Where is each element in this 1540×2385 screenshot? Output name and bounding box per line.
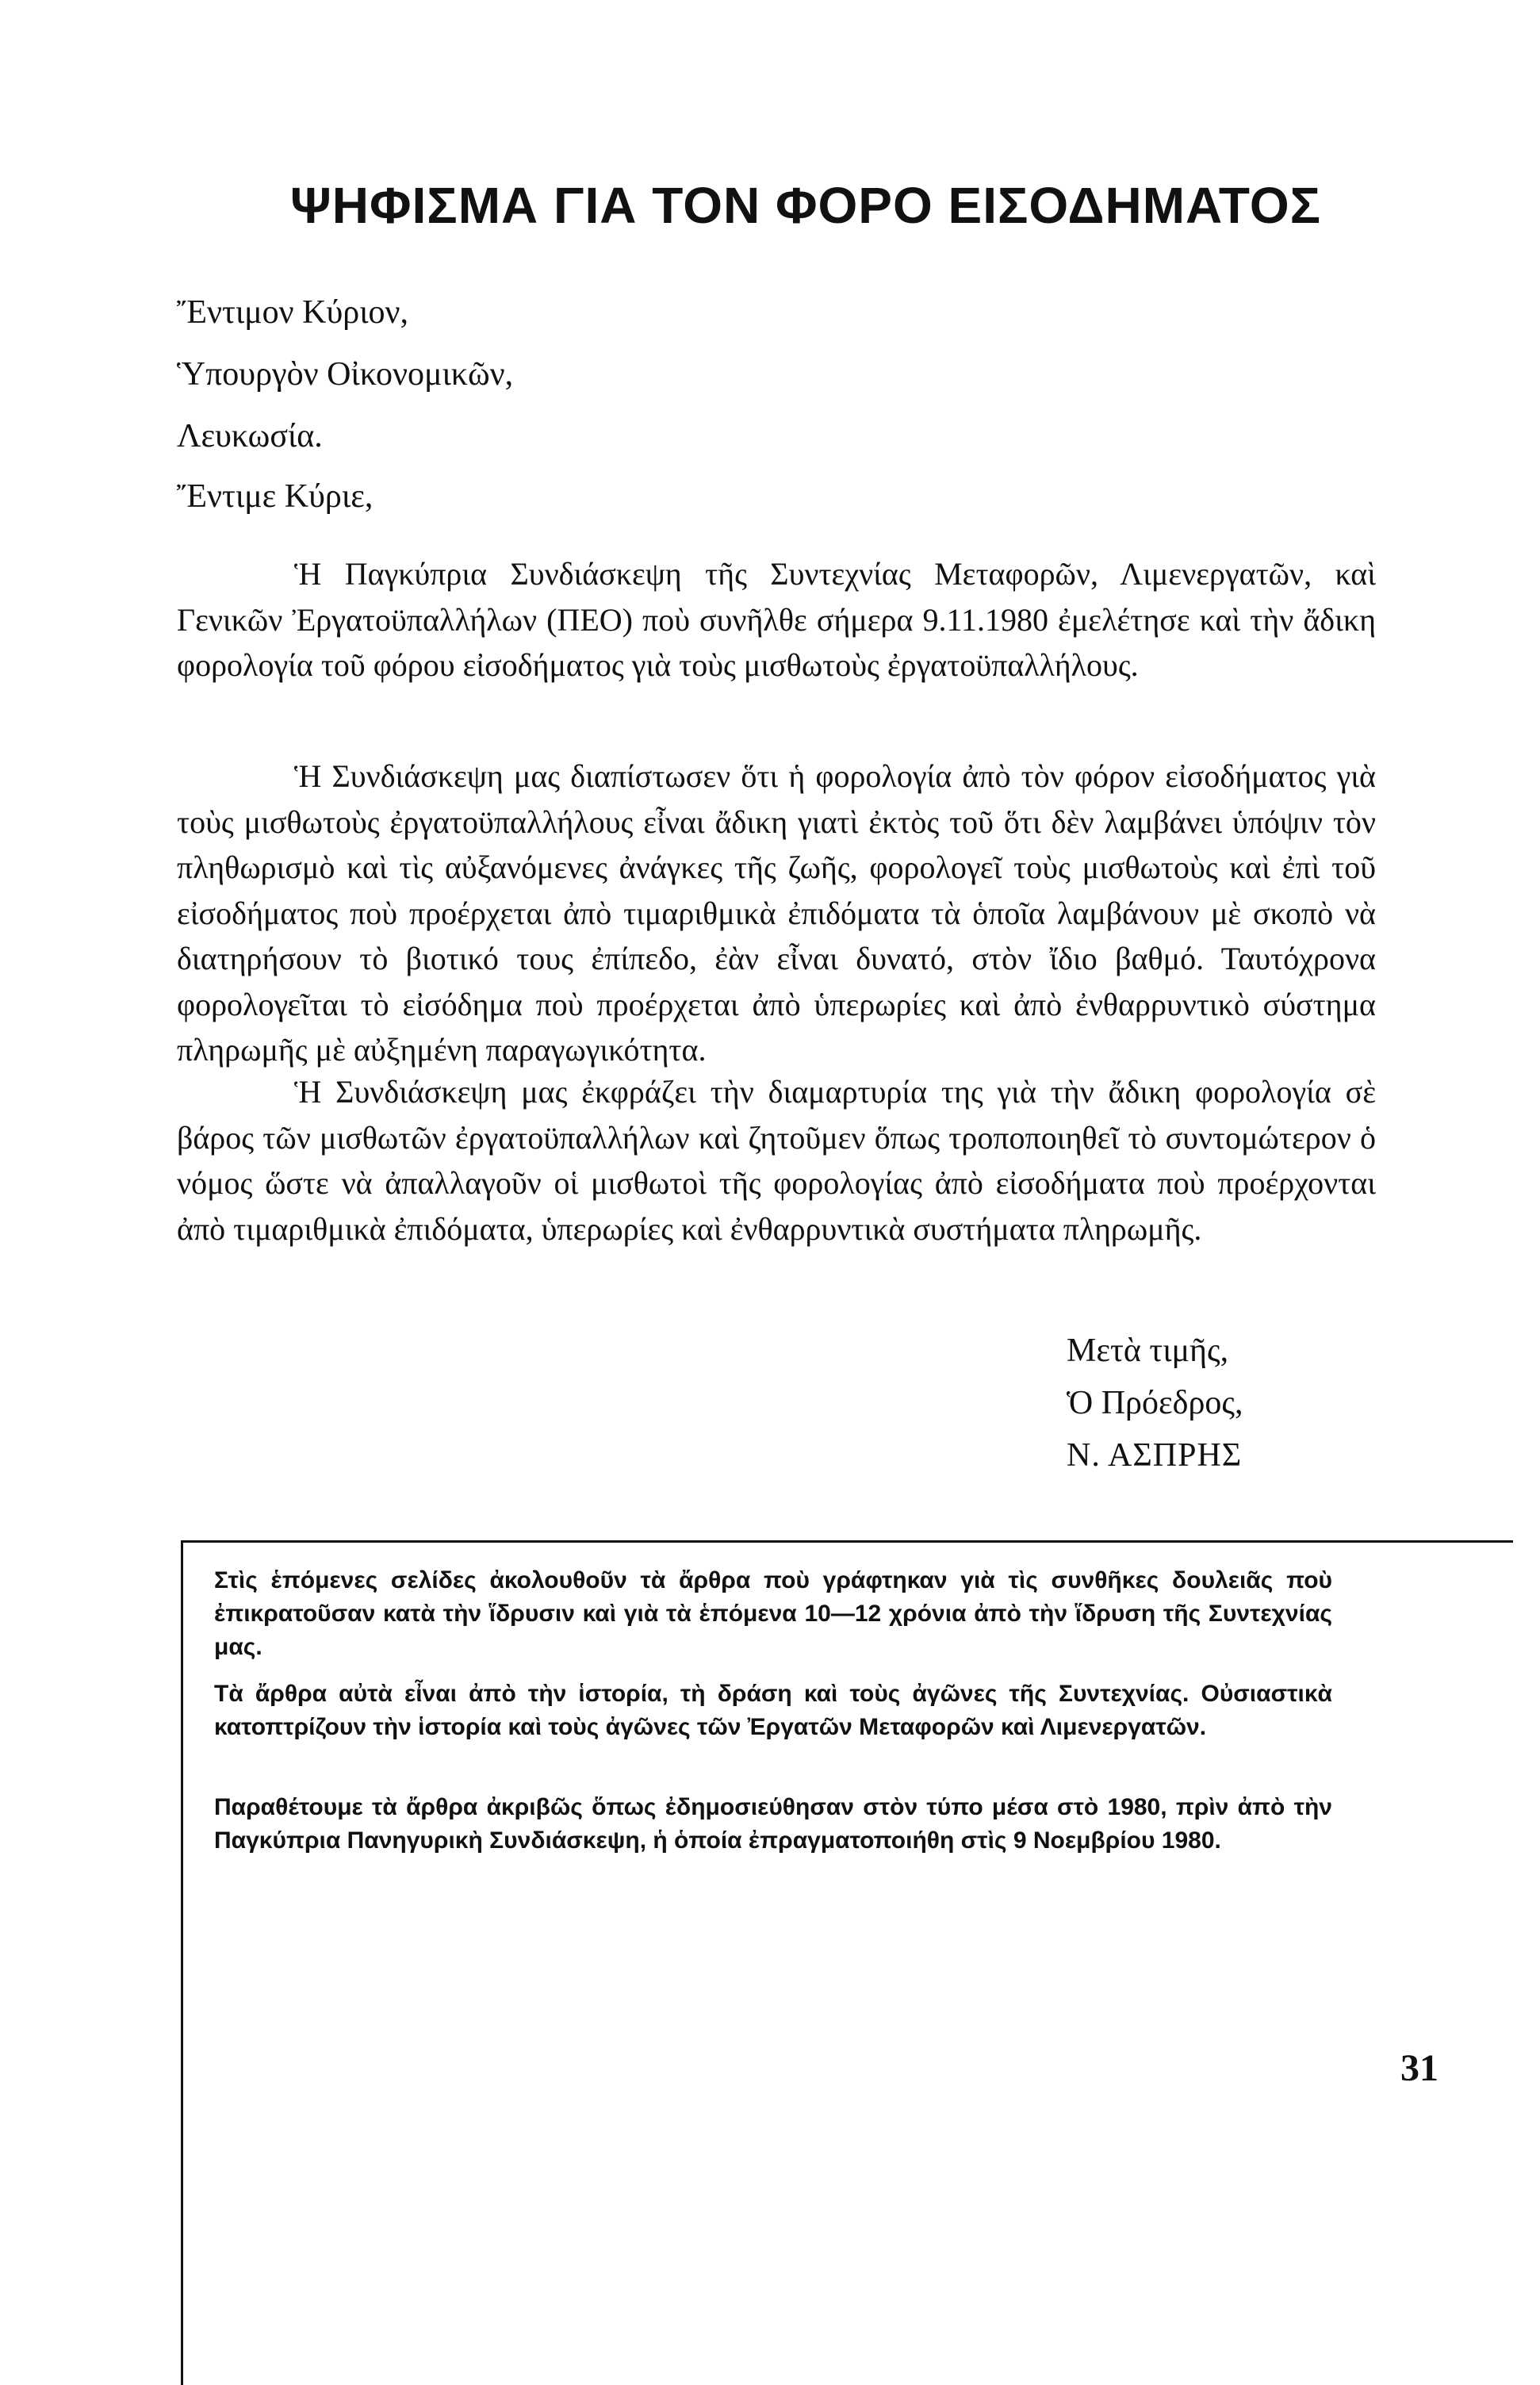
recipient-address <box>177 282 513 467</box>
note-paragraph-1: Στὶς ἑπόμενες σελίδες ἀκολουθοῦν τὰ ἄρθρα ποὺ γράφτηκαν γιὰ τὶς συνθῆκες δουλειᾶς ποὺ ἐπικρατοῦσαν κατὰ τὴν ἵδρυσιν καὶ γιὰ τὰ ἑπόμενα 10—12 χρόνια ἀπὸ τὴν ἵδρυση τῆς Συντεχνίας μας. <box>214 1567 1332 1660</box>
signature-name: Ν. ΑΣΠΡΗΣ <box>1067 1437 1243 1474</box>
address-line-city: Λευκωσία. <box>177 418 323 454</box>
page-number: 31 <box>1400 2047 1438 2089</box>
note-box-top-border <box>181 1540 1513 1546</box>
signature-block <box>1067 1325 1243 1482</box>
signature-title: Ὁ Πρόεδρος, <box>1067 1385 1243 1421</box>
salutation: Ἔντιμε Κύριε, <box>177 478 374 515</box>
note-paragraph-2: Τὰ ἄρθρα αὐτὰ εἶναι ἀπὸ τὴν ἱστορία, τὴ δράση καὶ τοὺς ἀγῶνες τῆς Συντεχνίας. Οὐσιαστικὰ κατοπτρίζουν τὴν ἱστορία καὶ τοὺς ἀγῶνες τῶν Ἐργατῶν Μεταφορῶν καὶ Λιμενεργατῶν. <box>214 1681 1332 1740</box>
address-line-recipient: Ἔντιμον Κύριον, <box>177 294 409 331</box>
document-heading: ΨΗΦΙΣΜΑ ΓΙΑ ΤΟΝ ΦΟΡΟ ΕΙΣΟΔΗΜΑΤΟΣ <box>289 177 1322 234</box>
body-paragraph-2: Ἡ Συνδιάσκεψη μας διαπίστωσεν ὅτι ἡ φορολογία ἀπὸ τὸν φόρον εἰσοδήματος γιὰ τοὺς μισθωτοὺς ἐργατοϋπαλλήλους εἶναι ἄδικη γιατὶ ἐκτὸς τοῦ ὅτι δὲν λαμβάνει ὑπόψιν τὸν πληθωρισμὸ καὶ τὶς αὐξανόμενες ἀνάγκες τῆς ζωῆς, φορολογεῖ τοὺς μισθωτοὺς καὶ ἐπὶ τοῦ εἰσοδήματος ποὺ προέρχεται ἀπὸ τιμαριθμικὰ ἐπιδόματα τὰ ὁποῖα λαμβάνουν μὲ σκοπὸ νὰ διατηρήσουν τὸ βιοτικό τους ἐπίπεδο, ἐὰν εἶναι δυνατό, στὸν ἴδιο βαθμό. Ταυτόχρονα φορολογεῖται τὸ εἰσόδημα ποὺ προέρχεται ἀπὸ ὑπερωρίες καὶ ἀπὸ ἐνθαρρυντικὸ σύστημα πληρωμῆς μὲ αὐξημένη παραγωγικότητα. <box>177 758 1376 1068</box>
note-paragraph-3: Παραθέτουμε τὰ ἄρθρα ἀκριβῶς ὅπως ἐδημοσιεύθησαν στὸν τύπο μέσα στὸ 1980, πρὶν ἀπὸ τὴν Παγκύπρια Πανηγυρικὴ Συνδιάσκεψη, ἡ ὁποία ἐπραγματοποιήθη στὶς 9 Νοεμβρίου 1980. <box>214 1794 1332 1854</box>
note-box-left-border <box>181 1540 183 2385</box>
signature-closing: Μετὰ τιμῆς, <box>1067 1332 1229 1369</box>
body-paragraph-3: Ἡ Συνδιάσκεψη μας ἐκφράζει τὴν διαμαρτυρία της γιὰ τὴν ἄδικη φορολογία σὲ βάρος τῶν μισθωτῶν ἐργατοϋπαλλήλων καὶ ζητοῦμεν ὅπως τροποποιηθεῖ τὸ συντομώτερον ὁ νόμος ὥστε νὰ ἀπαλλαγοῦν οἱ μισθωτοὶ τῆς φορολογίας ἀπὸ εἰσοδήματα ποὺ προέρχονται ἀπὸ τιμαριθμικὰ ἐπιδόματα, ὑπερωρίες καὶ ἐνθαρρυντικὰ συστήματα πληρωμῆς. <box>177 1074 1376 1247</box>
body-paragraph-1: Ἡ Παγκύπρια Συνδιάσκεψη τῆς Συντεχνίας Μεταφορῶν, Λιμενεργατῶν, καὶ Γενικῶν Ἐργατοϋπαλλήλων (ΠΕΟ) ποὺ συνῆλθε σήμερα 9.11.1980 ἐμελέτησε καὶ τὴν ἄδικη φορολογία τοῦ φόρου εἰσοδήματος γιὰ τοὺς μισθωτοὺς ἐργατοϋπαλλήλους. <box>177 556 1376 683</box>
address-line-ministry: Ὑπουργὸν Οἰκονομικῶν, <box>177 356 514 393</box>
